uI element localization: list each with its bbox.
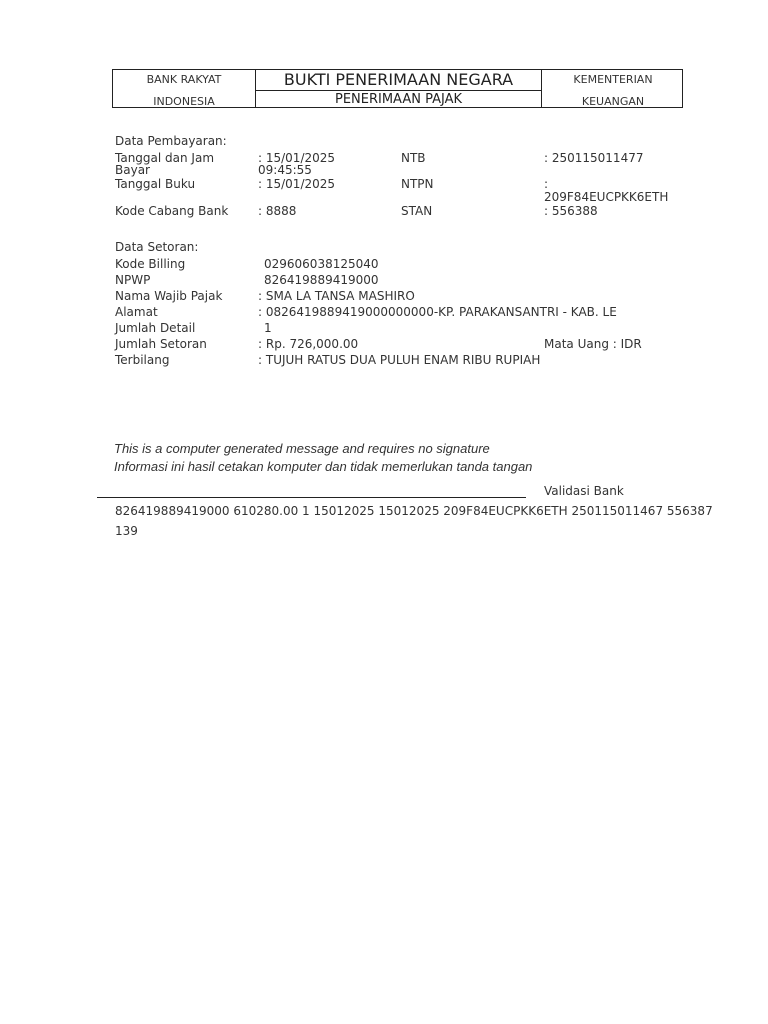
document-title: BUKTI PENERIMAAN NEGARA	[283, 70, 514, 89]
ministry-line2: KEUANGAN	[581, 95, 645, 108]
receipt-header	[112, 69, 683, 108]
kode-cabang-label: Kode Cabang Bank	[115, 204, 229, 218]
stan-label: STAN	[401, 204, 433, 218]
ntpn-value: 209F84EUCPKK6ETH	[544, 190, 669, 204]
title-divider	[256, 90, 541, 91]
terbilang-label: Terbilang	[115, 353, 170, 367]
validasi-bank-label: Validasi Bank	[544, 484, 624, 498]
jumlah-detail-value: 1	[264, 321, 272, 335]
nama-wajib-pajak-value: : SMA LA TANSA MASHIRO	[258, 289, 415, 303]
ntpn-colon: :	[544, 177, 549, 191]
bank-name-line1: BANK RAKYAT	[146, 73, 222, 86]
ntb-label: NTB	[401, 151, 426, 165]
jumlah-detail-label: Jumlah Detail	[115, 321, 196, 335]
kode-billing-value: 029606038125040	[264, 257, 379, 271]
jam-value: 09:45:55	[258, 163, 312, 177]
ntb-value: : 250115011477	[544, 151, 644, 165]
ministry-line1: KEMENTERIAN	[573, 73, 653, 86]
stan-value: : 556388	[544, 204, 598, 218]
signature-rule	[97, 497, 526, 498]
tanggal-jam-label: Tanggal dan Jam	[115, 151, 215, 165]
alamat-value: : 0826419889419000000000-KP. PARAKANSANTRI - KAB. LE	[258, 305, 617, 319]
validasi-line1: 826419889419000 610280.00 1 15012025 15012025 209F84EUCPKK6ETH 250115011467 556387	[115, 504, 713, 518]
section-pembayaran: Data Pembayaran:	[115, 134, 227, 148]
tanggal-jam-label-2: Bayar	[115, 163, 150, 177]
title-cell	[256, 70, 542, 107]
bank-name-line2: INDONESIA	[153, 95, 215, 108]
kode-billing-label: Kode Billing	[115, 257, 186, 271]
mata-uang: Mata Uang : IDR	[544, 337, 642, 351]
validasi-line2: 139	[115, 524, 138, 538]
nama-wajib-pajak-label: Nama Wajib Pajak	[115, 289, 223, 303]
section-setoran: Data Setoran:	[115, 240, 199, 254]
kode-cabang-value: : 8888	[258, 204, 297, 218]
npwp-label: NPWP	[115, 273, 151, 287]
note-english: This is a computer generated message and requires no signature	[114, 441, 490, 456]
note-indonesian: Informasi ini hasil cetakan komputer dan tidak memerlukan tanda tangan	[114, 459, 533, 474]
npwp-value: 826419889419000	[264, 273, 379, 287]
jumlah-setoran-label: Jumlah Setoran	[115, 337, 207, 351]
ministry-cell	[542, 70, 684, 107]
terbilang-value: : TUJUH RATUS DUA PULUH ENAM RIBU RUPIAH	[258, 353, 541, 367]
jumlah-setoran-value: : Rp. 726,000.00	[258, 337, 359, 351]
document-subtitle: PENERIMAAN PAJAK	[334, 92, 462, 107]
tanggal-buku-label: Tanggal Buku	[115, 177, 196, 191]
alamat-label: Alamat	[115, 305, 158, 319]
ntpn-label: NTPN	[401, 177, 434, 191]
bank-name-cell	[113, 70, 256, 107]
tanggal-buku-value: : 15/01/2025	[258, 177, 336, 191]
tanggal-jam-value: : 15/01/2025	[258, 151, 336, 165]
